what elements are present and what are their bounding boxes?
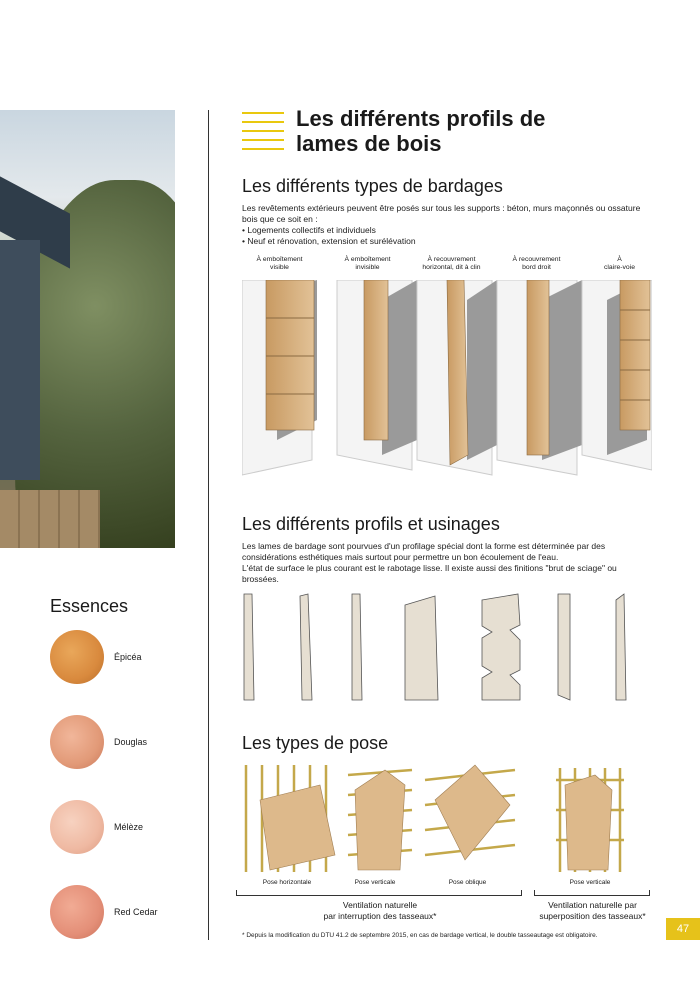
type-label: À recouvrement horizontal, dit à clin <box>422 256 481 271</box>
wood-sample-swatch <box>50 715 104 769</box>
pose-heading: Les types de pose <box>242 733 389 753</box>
page-number: 47 <box>666 918 700 940</box>
type-label: À recouvrement bord droit <box>512 256 561 271</box>
bardages-heading: Les différents types de bardages <box>242 176 503 196</box>
wood-sample-swatch <box>50 885 104 939</box>
type-label: À emboîtement visible <box>256 256 303 271</box>
vent-caption-2: Ventilation naturelle par superposition des tasseaux* <box>539 900 646 921</box>
bardage-types-illustration <box>242 280 652 480</box>
bardages-bullet: • Neuf et rénovation, extension et surélévation <box>242 236 416 246</box>
page-title: Les différents profils de lames de bois <box>296 106 546 156</box>
pose-caption: Pose horizontale <box>262 879 312 886</box>
pose-caption: Pose verticale <box>569 879 611 886</box>
essence-name: Mélèze <box>114 822 144 832</box>
essence-item <box>50 885 180 941</box>
bardages-bullet: • Logements collectifs et individuels <box>242 225 376 235</box>
vent-bracket <box>236 890 522 896</box>
wood-sample-swatch <box>50 630 104 684</box>
footnote: * Depuis la modification du DTU 41.2 de septembre 2015, en cas de bardage vertical, le double tasseautage est obligatoire. <box>242 932 598 939</box>
bardages-intro <box>242 203 652 247</box>
profils-heading: Les différents profils et usinages <box>242 514 500 534</box>
essences-heading: Essences <box>50 596 129 616</box>
vent-caption-1: Ventilation naturelle par interruption des tasseaux* <box>323 900 437 921</box>
column-divider <box>208 110 209 940</box>
type-label: À emboîtement invisible <box>344 256 391 271</box>
house-photo <box>0 110 175 548</box>
title-decoration <box>242 112 284 157</box>
essence-name: Red Cedar <box>114 907 158 917</box>
essence-name: Épicéa <box>114 652 142 662</box>
vent-bracket <box>534 890 650 896</box>
pose-caption: Pose oblique <box>448 879 487 886</box>
pose-caption: Pose verticale <box>354 879 396 886</box>
essence-name: Douglas <box>114 737 148 747</box>
type-label: À claire-voie <box>604 256 635 271</box>
essence-item <box>50 800 180 856</box>
essence-item <box>50 630 180 686</box>
wood-sample-swatch <box>50 800 104 854</box>
pose-illustration <box>240 760 635 875</box>
profils-text-1: Les lames de bardage sont pourvues d'un profilage spécial dont la forme est déterminée par des considérations esthétiques mais surtout pour permettre un bon écoulement de l'eau. <box>242 541 606 562</box>
profils-text <box>242 541 652 585</box>
bardages-intro-text: Les revêtements extérieurs peuvent être posés sur tous les supports : béton, murs maçonnés ou ossature bois que ce soit en : <box>242 203 641 224</box>
essence-item <box>50 715 180 771</box>
profiles-illustration <box>240 590 640 705</box>
profils-text-2: L'état de surface le plus courant est le rabotage lisse. Il existe aussi des finitions "brut de sciage" ou brossées. <box>242 563 617 584</box>
